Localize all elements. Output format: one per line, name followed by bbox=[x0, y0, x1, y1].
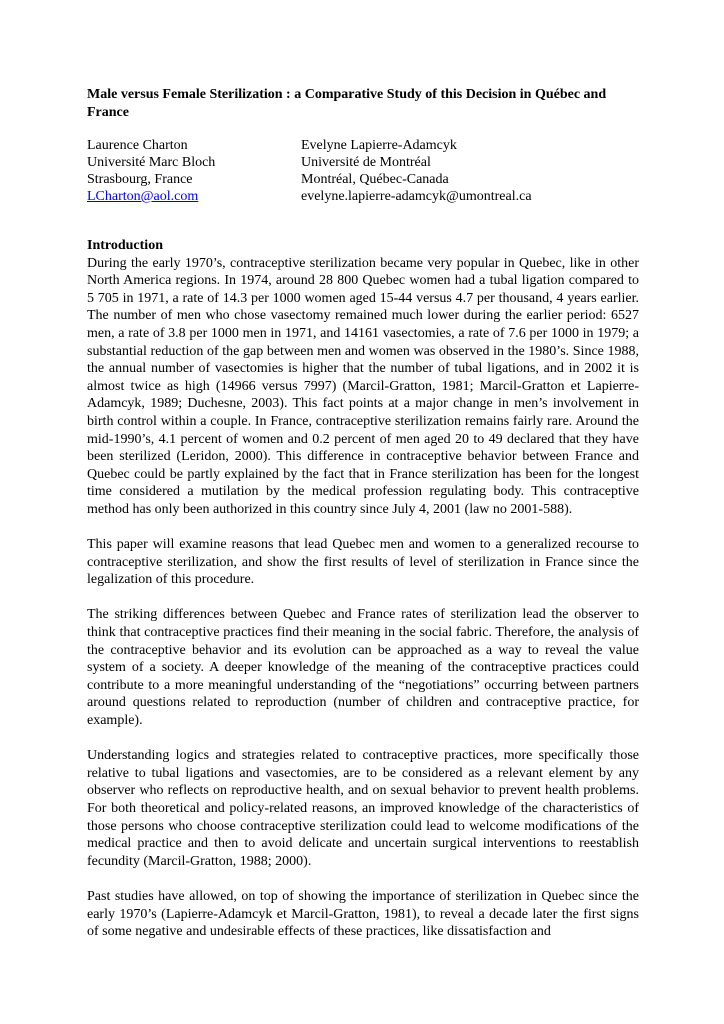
body-paragraph: The striking differences between Quebec and France rates of sterilization lead the observer to think that contraceptive practices find their meaning in the social fabric. Therefore, the analysis of the contraceptive behavior and its evolution can be approached as a way to reveal the value system of a society. A deeper knowledge of the meaning of the contraceptive practices could contribute to a more meaningful understanding of the “negotiations” occurring between partners around questions related to reproduction (number of children and contraceptive practice, for example). bbox=[87, 607, 639, 729]
body-paragraph: Past studies have allowed, on top of showing the importance of sterilization in Quebec since the early 1970’s (Lapierre-Adamcyk et Marcil-Gratton, 1981), to reveal a decade later the first signs of some negative and undesirable effects of these practices, like dissatisfaction and bbox=[87, 888, 639, 940]
author-affiliation: Université de Montréal bbox=[301, 155, 431, 170]
paper-title: Male versus Female Sterilization : a Comparative Study of this Decision in Québec and France bbox=[87, 87, 607, 120]
author-email-link[interactable]: LCharton@aol.com bbox=[87, 189, 199, 204]
author-1 bbox=[87, 137, 215, 205]
section-heading: Introduction bbox=[87, 238, 163, 253]
author-name: Evelyne Lapierre-Adamcyk bbox=[301, 138, 457, 153]
paper-body bbox=[87, 237, 639, 958]
author-location: Montréal, Québec-Canada bbox=[301, 172, 449, 187]
author-name: Laurence Charton bbox=[87, 138, 188, 153]
body-paragraph: This paper will examine reasons that lead Quebec men and women to a generalized recourse to contraceptive sterilization, and show the first results of level of sterilization in France since the legalization of this procedure. bbox=[87, 537, 639, 588]
body-paragraph: Understanding logics and strategies related to contraceptive practices, more specifically those relative to tubal ligations and vasectomies, are to be considered as a relevant element by any observer who reflects on reproductive health, and on sexual behavior to prevent health problems. For both theoretical and policy-related reasons, an improved knowledge of the characteristics of those persons who choose contraceptive sterilization could lead to welcome modifications of the medical practice and then to avoid delicate and uncertain surgical interventions to reestablish fecundity (Marcil-Gratton, 1988; 2000). bbox=[87, 748, 639, 869]
author-affiliation: Université Marc Bloch bbox=[87, 155, 216, 170]
author-2 bbox=[301, 137, 532, 205]
body-paragraph: During the early 1970’s, contraceptive sterilization became very popular in Quebec, like in other North America regions. In 1974, around 28 800 Quebec women had a tubal ligation compared to 5 705 in 1971, a rate of 14.3 per 1000 women aged 15-44 versus 4.7 per thousand, 4 years earlier. The number of men who chose vasectomy remained much lower during the earlier period: 6527 men, a rate of 3.8 per 1000 men in 1971, and 14161 vasectomies, a rate of 7.6 per 1000 in 1979; a substantial reduction of the gap between men and women was observed in the 1980’s. Since 1988, the annual number of vasectomies is higher that the number of tubal ligations, and in 2002 it is almost twice as high (14966 versus 7997) (Marcil-Gratton, 1981; Marcil-Gratton et Lapierre-Adamcyk, 1989; Duchesne, 2003). This fact points at a major change in men’s involvement in birth control within a couple. In France, contraceptive sterilization remains fairly rare. Around the mid-1990’s, 4.1 percent of women and 0.2 percent of men aged 20 to 49 declared that they have been sterilized (Leridon, 2000). This difference in contraceptive behavior between France and Quebec could be partly explained by the fact that in France sterilization has been for the longest time considered a mutilation by the medical profession regulating body. This contraceptive method has only been authorized in this country since July 4, 2001 (law no 2001-588). bbox=[87, 255, 639, 517]
author-email: evelyne.lapierre-adamcyk@umontreal.ca bbox=[301, 189, 532, 204]
author-location: Strasbourg, France bbox=[87, 172, 193, 187]
